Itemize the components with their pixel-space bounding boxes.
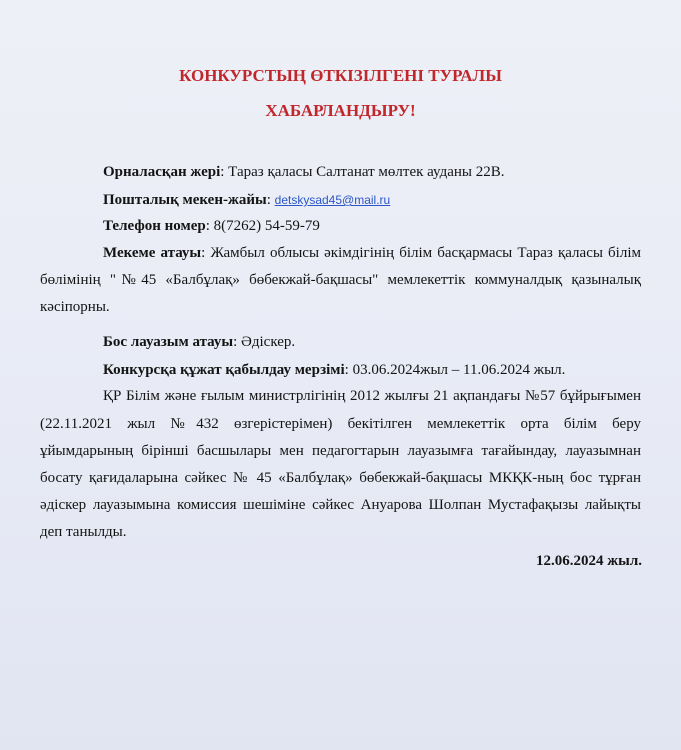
deadline-label: Конкурсқа құжат қабылдау мерзімі	[103, 362, 345, 378]
location-line	[103, 162, 505, 182]
document-date: 12.06.2024 жыл.	[535, 553, 642, 569]
postal-line	[103, 190, 390, 210]
deadline-line	[103, 360, 565, 380]
email-link[interactable]: detskysad45@mail.ru	[274, 193, 391, 207]
title-line-2: ХАБАРЛАНДЫРУ!	[265, 101, 416, 120]
postal-label: Пошталық мекен-жайы	[103, 192, 267, 208]
body-line-4: босату қағидаларына сәйкес № 45 «Балбұлақ» бөбекжай-бақшасы МКҚК-ның бос тұрған	[40, 470, 641, 486]
institution-line-3: кәсіпорны.	[40, 299, 110, 315]
deadline-value: : 03.06.2024жыл – 11.06.2024 жыл.	[344, 362, 566, 378]
institution-label: Мекеме атауы	[103, 245, 202, 261]
phone-label: Телефон номер	[103, 218, 206, 234]
body-line-5: әдіскер лауазымына комиссия шешіміне сәйкес Ануарова Шолпан Мустафақызы лайықты	[40, 497, 641, 513]
body-line-1: ҚР Білім және ғылым министрлігінің 2012 жылғы 21 ақпандағы №57 бұйрығымен	[103, 388, 641, 404]
institution-value: : Жамбыл облысы әкімдігінің білім басқармасы Тараз қаласы білім	[201, 245, 641, 261]
vacancy-label: Бос лауазым атауы	[103, 334, 234, 350]
vacancy-value: : Әдіскер.	[233, 334, 296, 350]
phone-value: : 8(7262) 54-59-79	[205, 218, 320, 234]
body-line-6: деп танылды.	[40, 524, 127, 540]
title-line-1: КОНКУРСТЫҢ ӨТКІЗІЛГЕНІ ТУРАЛЫ	[179, 66, 502, 85]
institution-line-2: бөлімінің "№45 «Балбұлақ» бөбекжай-бақшасы" мемлекеттік коммуналдық қазыналық	[40, 272, 641, 288]
body-line-3: ұйымдарының бірінші басшылары мен педагогтарын лауазымға тағайындау, лауазымнан	[40, 443, 641, 459]
vacancy-line	[103, 332, 295, 352]
institution-line-1	[103, 243, 641, 263]
postal-sep: :	[266, 192, 275, 208]
phone-line	[103, 216, 320, 236]
location-label: Орналасқан жері	[103, 164, 221, 180]
location-value: : Тараз қаласы Салтанат мөлтек ауданы 22В.	[220, 164, 505, 180]
body-line-2: (22.11.2021 жыл №432 өзгерістерімен) бекітілген мемлекеттік орта білім беру	[40, 416, 641, 432]
